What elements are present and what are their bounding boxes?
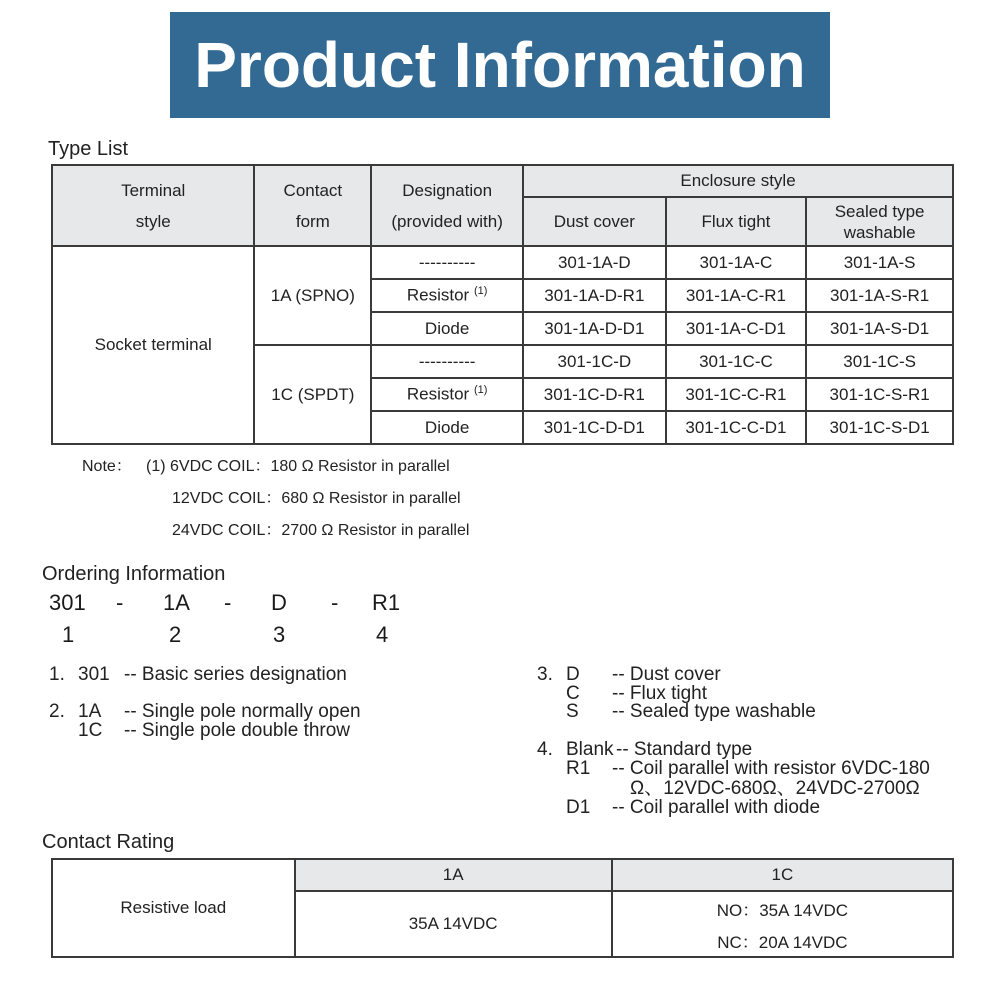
code-dash: - bbox=[331, 590, 339, 615]
designation-cell: ---------- bbox=[371, 246, 523, 279]
legend-desc: -- Coil parallel with resistor 6VDC-180 bbox=[612, 758, 930, 779]
code-cell: 301-1C-S bbox=[806, 345, 953, 378]
designation-cell: Diode bbox=[371, 312, 523, 345]
legend-desc: -- Standard type bbox=[616, 739, 753, 760]
code-cell: 301-1A-D-R1 bbox=[523, 279, 666, 312]
header-terminal-line2: style bbox=[135, 211, 171, 231]
code-dash: - bbox=[116, 590, 124, 615]
code-part: D bbox=[271, 590, 287, 615]
legend-key: Blank bbox=[566, 739, 614, 760]
code-cell: 301-1C-C-R1 bbox=[666, 378, 807, 411]
contact-form-cell: 1C (SPDT) bbox=[254, 345, 371, 444]
type-list-title: Type List bbox=[48, 138, 129, 160]
code-cell: 301-1C-C bbox=[666, 345, 807, 378]
note-line-2: 12VDC COIL：680 Ω Resistor in parallel bbox=[172, 490, 461, 507]
designation-text: Resistor bbox=[406, 384, 474, 404]
code-cell: 301-1A-S bbox=[806, 246, 953, 279]
legend-key: 301 bbox=[78, 664, 110, 685]
header-1a: 1A bbox=[295, 859, 612, 891]
designation-text: Resistor bbox=[406, 285, 474, 305]
legend-desc: -- Coil parallel with diode bbox=[612, 797, 821, 818]
designation-cell: Diode bbox=[371, 411, 523, 444]
header-flux-tight: Flux tight bbox=[666, 197, 807, 246]
footnote-marker: (1) bbox=[473, 384, 488, 397]
type-list-table bbox=[51, 164, 954, 445]
code-cell: 301-1C-S-R1 bbox=[806, 378, 953, 411]
ordering-title: Ordering Information bbox=[42, 563, 226, 585]
note-label: Note： bbox=[82, 458, 132, 475]
code-cell: 301-1C-D-D1 bbox=[523, 411, 666, 444]
legend-key: D bbox=[566, 664, 580, 685]
code-index: 2 bbox=[169, 622, 182, 647]
header-designation bbox=[371, 165, 523, 246]
code-cell: 301-1A-C-R1 bbox=[666, 279, 807, 312]
designation-cell bbox=[371, 279, 523, 312]
legend-key: D1 bbox=[566, 797, 591, 818]
legend-desc: Ω、12VDC-680Ω、24VDC-2700Ω bbox=[630, 778, 920, 799]
code-cell: 301-1C-D bbox=[523, 345, 666, 378]
legend-key: S bbox=[566, 701, 579, 722]
header-contact-form bbox=[254, 165, 371, 246]
legend-desc: -- Basic series designation bbox=[124, 664, 347, 685]
code-index: 1 bbox=[62, 622, 75, 647]
legend-key: R1 bbox=[566, 758, 591, 779]
rating-1c-nc-cell: NC：20A 14VDC bbox=[612, 924, 953, 957]
code-cell: 301-1A-D bbox=[523, 246, 666, 279]
code-cell: 301-1A-S-R1 bbox=[806, 279, 953, 312]
designation-cell: ---------- bbox=[371, 345, 523, 378]
footnote-marker: (1) bbox=[473, 285, 488, 298]
header-contact-line2: form bbox=[295, 211, 330, 231]
contact-form-cell: 1A (SPNO) bbox=[254, 246, 371, 345]
legend-key: 1C bbox=[78, 720, 103, 741]
legend-desc: -- Single pole double throw bbox=[124, 720, 351, 741]
header-sealed bbox=[806, 197, 953, 246]
designation-cell bbox=[371, 378, 523, 411]
header-sealed-line2: washable bbox=[843, 222, 916, 242]
note-line-1: (1) 6VDC COIL：180 Ω Resistor in parallel bbox=[146, 458, 450, 475]
code-part: R1 bbox=[372, 590, 401, 615]
legend-key: 1A bbox=[78, 701, 102, 722]
code-cell: 301-1A-C bbox=[666, 246, 807, 279]
code-part: 301 bbox=[49, 590, 86, 615]
code-cell: 301-1A-S-D1 bbox=[806, 312, 953, 345]
code-index: 3 bbox=[273, 622, 286, 647]
legend-num: 1. bbox=[49, 664, 65, 685]
header-designation-line2: (provided with) bbox=[391, 211, 503, 231]
header-enclosure-style: Enclosure style bbox=[523, 165, 953, 197]
legend-key: C bbox=[566, 683, 580, 704]
table-row bbox=[52, 246, 953, 279]
note-line-3: 24VDC COIL：2700 Ω Resistor in parallel bbox=[172, 522, 470, 539]
legend-num: 2. bbox=[49, 701, 65, 722]
code-index: 4 bbox=[376, 622, 389, 647]
header-terminal-line1: Terminal bbox=[121, 180, 186, 200]
header-1c: 1C bbox=[612, 859, 953, 891]
header-designation-line1: Designation bbox=[402, 180, 493, 200]
header-contact-line1: Contact bbox=[283, 180, 343, 200]
rating-1c-no-cell: NO：35A 14VDC bbox=[612, 891, 953, 924]
header-sealed-line1: Sealed type bbox=[834, 201, 925, 221]
code-dash: - bbox=[224, 590, 232, 615]
header-terminal-style bbox=[52, 165, 254, 246]
contact-rating-title: Contact Rating bbox=[42, 831, 175, 853]
header-dust-cover: Dust cover bbox=[523, 197, 666, 246]
code-cell: 301-1C-D-R1 bbox=[523, 378, 666, 411]
terminal-style-cell: Socket terminal bbox=[52, 246, 254, 444]
code-cell: 301-1C-C-D1 bbox=[666, 411, 807, 444]
legend-desc: -- Dust cover bbox=[612, 664, 721, 685]
code-cell: 301-1A-D-D1 bbox=[523, 312, 666, 345]
legend-desc: -- Flux tight bbox=[612, 683, 708, 704]
code-cell: 301-1C-S-D1 bbox=[806, 411, 953, 444]
banner-title: Product Information bbox=[170, 12, 830, 118]
legend-desc: -- Sealed type washable bbox=[612, 701, 816, 722]
contact-rating-table bbox=[51, 858, 954, 958]
legend-num: 3. bbox=[537, 664, 553, 685]
code-part: 1A bbox=[163, 590, 190, 615]
resistive-load-cell: Resistive load bbox=[52, 859, 295, 957]
code-cell: 301-1A-C-D1 bbox=[666, 312, 807, 345]
rating-1a-cell: 35A 14VDC bbox=[295, 891, 612, 957]
legend-desc: -- Single pole normally open bbox=[124, 701, 361, 722]
legend-num: 4. bbox=[537, 739, 553, 760]
